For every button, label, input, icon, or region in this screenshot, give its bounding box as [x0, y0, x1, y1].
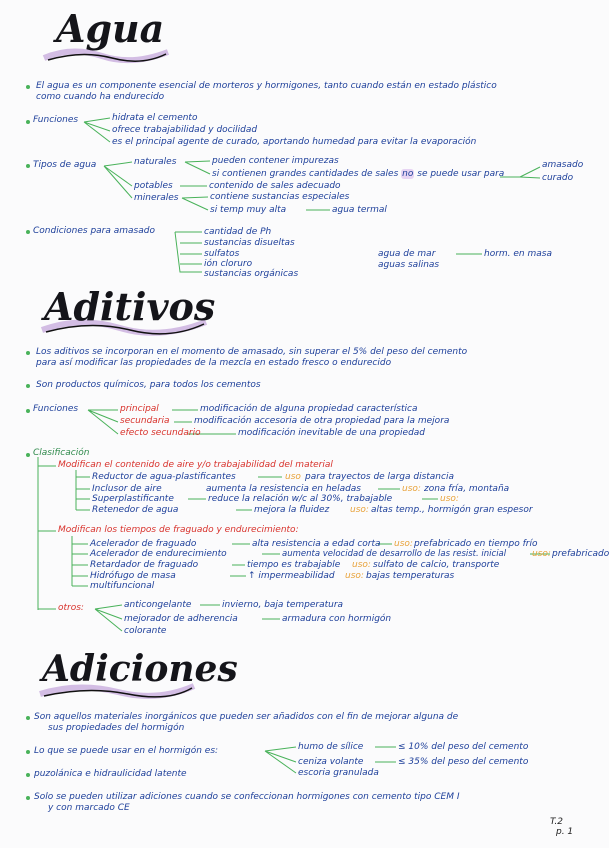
- anticongelante-uso: invierno, baja temperatura: [222, 600, 344, 610]
- bullet: [26, 453, 30, 457]
- bullet: [26, 351, 30, 355]
- section-title-aditivos: Aditivos: [44, 284, 216, 329]
- reductor-uso: para trayectos de larga distancia: [305, 472, 454, 482]
- retardador-efecto: tiempo es trabajable: [247, 560, 341, 570]
- uso-label: uso:: [394, 539, 413, 549]
- clasificacion-label: Clasificación: [33, 448, 90, 458]
- hidrofugo-uso: bajas temperaturas: [366, 571, 455, 581]
- aguas-salinas: aguas salinas: [378, 260, 440, 270]
- aditivo-colorante: colorante: [124, 626, 167, 636]
- agua-funciones-label: Funciones: [33, 115, 79, 125]
- no-highlight: no: [402, 169, 414, 179]
- bullet: [26, 164, 30, 168]
- aditivos-intro-line1: Los aditivos se incorporan en el momento de amasado, sin superar el 5% del peso del cemento: [36, 347, 468, 357]
- mejorador-uso: armadura con hormigón: [282, 614, 392, 624]
- aditivo-acelerador-fraguado: Acelerador de fraguado: [90, 539, 197, 549]
- acelerador-endurecimiento-efecto: aumenta velocidad de desarrollo de las resist. inicial: [282, 549, 507, 559]
- adicion-ceniza: ceniza volante: [298, 757, 364, 767]
- tema-number: T.2: [550, 817, 564, 827]
- ceniza-limite: ≤ 35% del peso del cemento: [398, 757, 529, 767]
- uso-label: uso:: [350, 505, 369, 515]
- bullet: [26, 750, 30, 754]
- aditivo-mejorador-adherencia: mejorador de adherencia: [124, 614, 238, 624]
- minerales-item-2: si temp muy alta: [210, 205, 287, 215]
- aditivo-anticongelante: anticongelante: [124, 600, 192, 610]
- aditivo-multifuncional: multifuncional: [90, 581, 155, 591]
- acelerador-fraguado-uso: prefabricado en tiempo frío: [414, 539, 538, 549]
- uso-label: uso:: [440, 494, 459, 504]
- uso-label: uso:: [345, 571, 364, 581]
- adiciones-cem-line1: Solo se pueden utilizar adiciones cuando se confeccionan hormigones con cemento tipo CEM I: [34, 792, 460, 802]
- agua-funcion-1: hidrata el cemento: [112, 113, 198, 123]
- condicion-2: sustancias disueltas: [204, 238, 295, 248]
- page-number: p. 1: [556, 827, 574, 837]
- condiciones-label: Condiciones para amasado: [33, 226, 155, 236]
- tipo-minerales: minerales: [134, 193, 179, 203]
- bullet: [26, 120, 30, 124]
- bullet: [26, 773, 30, 777]
- agua-de-mar: agua de mar: [378, 249, 436, 259]
- funcion-principal-desc: modificación de alguna propiedad característica: [200, 404, 418, 414]
- adiciones-puzolanica: puzolánica e hidraulicidad latente: [34, 769, 187, 779]
- adiciones-intro-line1: Son aquellos materiales inorgánicos que pueden ser añadidos con el fin de mejorar alguna de: [34, 712, 459, 722]
- agua-tipos-label: Tipos de agua: [33, 160, 97, 170]
- retenedor-uso: altas temp., hormigón gran espesor: [371, 505, 533, 515]
- inclusor-uso: zona fría, montaña: [424, 484, 510, 494]
- aditivo-reductor: Reductor de agua-plastificantes: [92, 472, 236, 482]
- retardador-uso: sulfato de calcio, transporte: [373, 560, 500, 570]
- agua-termal: agua termal: [332, 205, 387, 215]
- aditivo-superplastificante: Superplastificante: [92, 494, 174, 504]
- adiciones-intro-line2: sus propiedades del hormigón: [48, 723, 185, 733]
- aditivo-hidrofugo: Hidrófugo de masa: [90, 571, 176, 581]
- horm-en-masa: horm. en masa: [484, 249, 552, 259]
- adiciones-uso-label: Lo que se puede usar en el hormigón es:: [34, 746, 219, 756]
- aditivo-acelerador-endurecimiento: Acelerador de endurecimiento: [90, 549, 227, 559]
- tipo-naturales: naturales: [134, 157, 177, 167]
- aditivo-inclusor: Inclusor de aire: [92, 484, 162, 494]
- naturales-item-1: pueden contener impurezas: [212, 156, 339, 166]
- uso-label: uso:: [402, 484, 421, 494]
- bullet: [26, 85, 30, 89]
- condicion-4: ión cloruro: [204, 259, 253, 269]
- aditivos-intro-line2: para así modificar las propiedades de la mezcla en estado fresco o endurecido: [36, 358, 392, 368]
- acelerador-endurecimiento-uso: prefabricado: [552, 549, 609, 559]
- grupo-fraguado: Modifican los tiempos de fraguado y endurecimiento:: [58, 525, 299, 535]
- agua-funcion-3: es el principal agente de curado, aportando humedad para evitar la evaporación: [112, 137, 477, 147]
- agua-intro-line1: El agua es un componente esencial de morteros y hormigones, tanto cuando están en estado plástico: [36, 81, 497, 91]
- bullet: [26, 230, 30, 234]
- adiciones-cem-line2: y con marcado CE: [48, 803, 130, 813]
- condicion-1: cantidad de Ph: [204, 227, 272, 237]
- inclusor-efecto: aumenta la resistencia en heladas: [206, 484, 361, 494]
- adicion-humo: humo de sílice: [298, 742, 364, 752]
- condicion-3: sulfatos: [204, 249, 240, 259]
- uso-label: uso:: [532, 549, 551, 559]
- acelerador-fraguado-efecto: alta resistencia a edad corta: [252, 539, 381, 549]
- naturales-item-2: si contienen grandes cantidades de sales no se puede usar para: [212, 169, 505, 179]
- grupo-otros: otros:: [58, 603, 84, 613]
- funcion-principal: principal: [120, 404, 159, 414]
- funcion-efecto: efecto secundario: [120, 428, 201, 438]
- humo-limite: ≤ 10% del peso del cemento: [398, 742, 529, 752]
- aditivos-quimicos: Son productos químicos, para todos los cementos: [36, 380, 261, 390]
- uso-amasado: amasado: [542, 160, 584, 170]
- aditivo-retenedor: Retenedor de agua: [92, 505, 179, 515]
- minerales-item-1: contiene sustancias especiales: [210, 192, 350, 202]
- condicion-5: sustancias orgánicas: [204, 269, 299, 279]
- uso-label: uso:: [352, 560, 371, 570]
- section-title-agua: Agua: [56, 6, 165, 51]
- retenedor-efecto: mejora la fluidez: [254, 505, 330, 515]
- aditivos-funciones-label: Funciones: [33, 404, 79, 414]
- grupo-aire-trabajabilidad: Modifican el contenido de aire y/o trabajabilidad del material: [58, 460, 333, 470]
- bullet: [26, 796, 30, 800]
- uso-curado: curado: [542, 173, 574, 183]
- hidrofugo-efecto: ↑ impermeabilidad: [248, 571, 335, 581]
- adicion-escoria: escoria granulada: [298, 768, 379, 778]
- section-title-adiciones: Adiciones: [42, 648, 238, 690]
- agua-intro-line2: como cuando ha endurecido: [36, 92, 165, 102]
- bullet: [26, 409, 30, 413]
- funcion-efecto-desc: modificación inevitable de una propiedad: [238, 428, 426, 438]
- agua-funcion-2: ofrece trabajabilidad y docilidad: [112, 125, 258, 135]
- bullet: [26, 384, 30, 388]
- funcion-secundaria-desc: modificación accesoria de otra propiedad para la mejora: [194, 416, 450, 426]
- tipo-potables: potables: [134, 181, 173, 191]
- uso-label: uso: [285, 472, 301, 482]
- superplastificante-efecto: reduce la relación w/c al 30%, trabajable: [208, 494, 393, 504]
- bullet: [26, 716, 30, 720]
- aditivo-retardador: Retardador de fraguado: [90, 560, 199, 570]
- funcion-secundaria: secundaria: [120, 416, 170, 426]
- potables-item: contenido de sales adecuado: [209, 181, 341, 191]
